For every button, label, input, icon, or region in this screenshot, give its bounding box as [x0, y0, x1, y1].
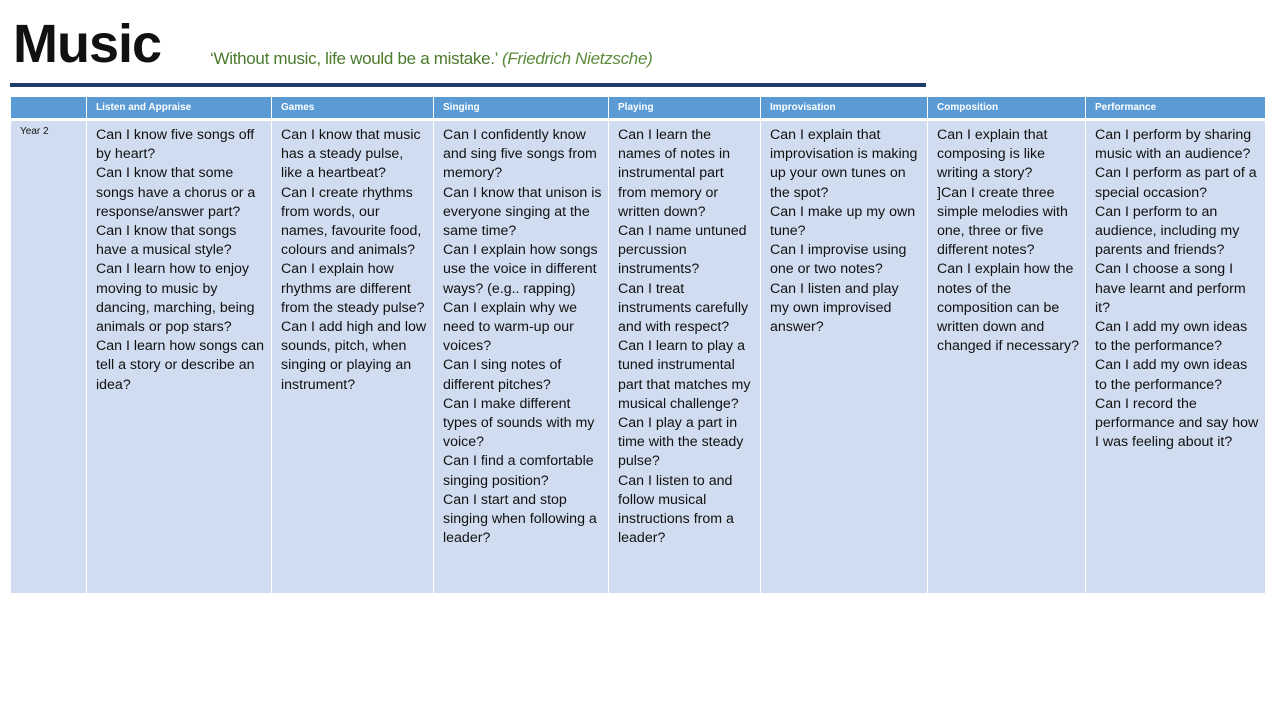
question: Can I sing notes of different pitches? — [443, 357, 562, 393]
question: Can I learn how songs can tell a story or describe an idea? — [96, 338, 264, 393]
column-header: Listen and Appraise — [87, 97, 272, 120]
column-header: Games — [272, 97, 434, 120]
table-cell — [87, 120, 272, 594]
question: Can I know that music has a steady pulse, like a heartbeat? — [281, 127, 421, 182]
quote — [210, 48, 652, 70]
table-cell — [609, 120, 761, 594]
column-header — [11, 97, 87, 120]
table-cell — [434, 120, 609, 594]
question: Can I perform as part of a special occasion? — [1095, 165, 1257, 201]
question: Can I add my own ideas to the performance? — [1095, 357, 1248, 393]
question: Can I record the performance and say how I was feeling about it? — [1095, 395, 1259, 451]
question: Can I explain that composing is like writing a story? — [937, 127, 1048, 182]
question: Can I know that songs have a musical style? — [96, 223, 237, 259]
question: Can I play a part in time with the steady pulse? — [618, 415, 744, 470]
title-underline — [10, 83, 926, 87]
table-row — [11, 120, 1266, 594]
question: Can I explain how songs use the voice in different ways? (e.g.. rapping) — [443, 242, 598, 297]
question: Can I make up my own tune? — [770, 203, 916, 240]
question: Can I explain how rhythms are different from the steady pulse? — [281, 261, 425, 316]
question: Can I add high and low sounds, pitch, when singing or playing an instrument? — [281, 319, 427, 393]
question: Can I know that some songs have a chorus or a response/answer part? — [96, 165, 256, 220]
question: Can I learn how to enjoy moving to music by dancing, marching, being animals or pop stars? — [96, 261, 255, 336]
question: Can I create rhythms from words, our names, favourite food, colours and animals? — [281, 184, 422, 259]
quote-text: ‘Without music, life would be a mistake.’ — [210, 49, 498, 68]
table-cell — [761, 120, 928, 594]
column-header: Singing — [434, 97, 609, 120]
table-cell — [272, 120, 434, 594]
page-title: Music — [13, 14, 162, 74]
question: Can I listen and play my own improvised answer? — [770, 280, 899, 336]
question: Can I improvise using one or two notes? — [770, 242, 907, 278]
table-cell — [928, 120, 1086, 594]
question: Can I know that unison is everyone singing at the same time? — [443, 184, 602, 240]
question: Can I find a comfortable singing position? — [443, 453, 594, 489]
quote-author: (Friedrich Nietzsche) — [501, 49, 653, 68]
year-label: Year 2 — [11, 120, 87, 594]
question: Can I explain why we need to warm-up our voices? — [443, 299, 578, 355]
question: Can I name untuned percussion instruments? — [618, 223, 747, 278]
question: Can I learn to play a tuned instrumental part that matches my musical challenge? — [618, 338, 751, 412]
question: Can I listen to and follow musical instructions from a leader? — [618, 472, 734, 547]
question: Can I perform by sharing music with an audience? — [1095, 127, 1252, 163]
question: Can I know five songs off by heart? — [96, 127, 255, 163]
question: Can I confidently know and sing five songs from memory? — [443, 127, 597, 182]
column-header: Performance — [1086, 97, 1266, 120]
header-row — [11, 97, 1266, 120]
table-cell — [1086, 120, 1266, 594]
question: Can I explain how the notes of the composition can be written down and changed if necessary? — [937, 261, 1079, 355]
question: Can I explain that improvisation is making up your own tunes on the spot? — [770, 127, 918, 201]
question: Can I choose a song I have learnt and perform it? — [1095, 261, 1246, 316]
curriculum-table — [10, 97, 1266, 593]
column-header: Improvisation — [761, 97, 928, 120]
question: Can I add my own ideas to the performance? — [1095, 319, 1248, 355]
question: Can I learn the names of notes in instrumental part from memory or written down? — [618, 127, 730, 220]
column-header: Composition — [928, 97, 1086, 120]
question: ]Can I create three simple melodies with one, three or five different notes? — [937, 184, 1068, 259]
column-header: Playing — [609, 97, 761, 120]
question: Can I perform to an audience, including my parents and friends? — [1095, 203, 1240, 259]
question: Can I start and stop singing when following a leader? — [443, 491, 597, 547]
question: Can I make different types of sounds with my voice? — [443, 395, 595, 451]
question: Can I treat instruments carefully and with respect? — [618, 280, 749, 336]
